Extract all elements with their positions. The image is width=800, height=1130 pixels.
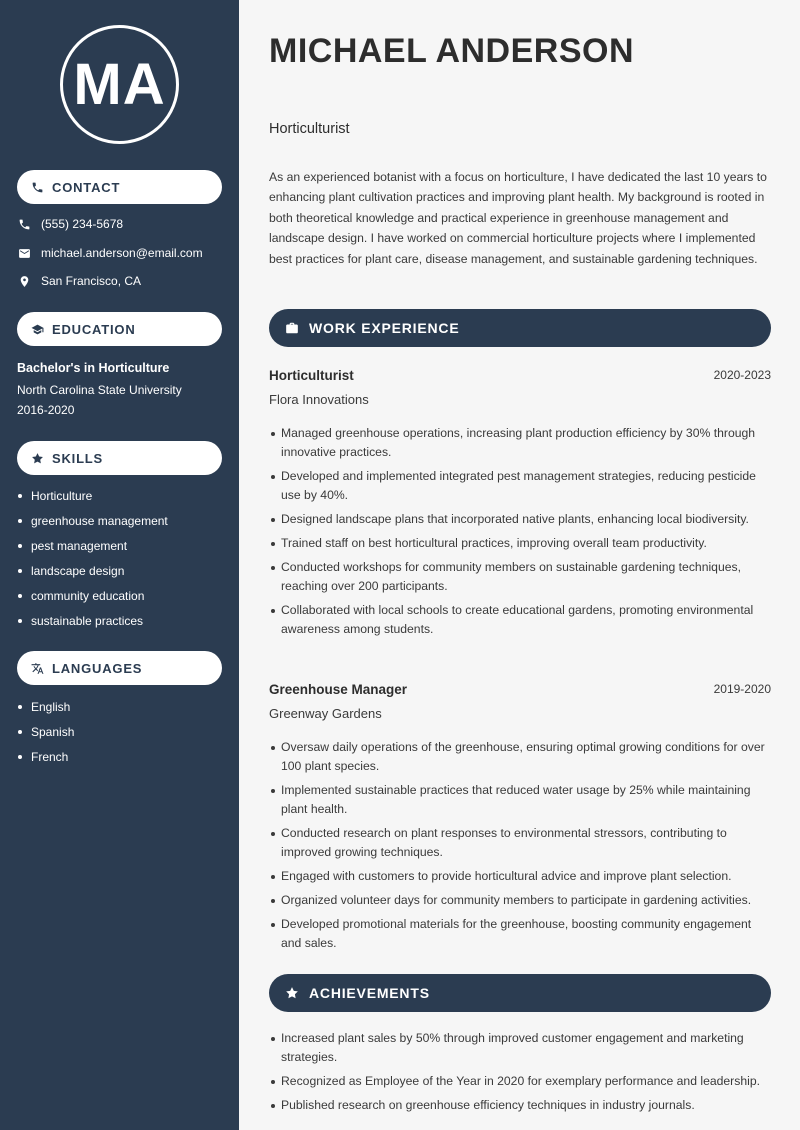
phone-icon — [31, 181, 44, 194]
language-item: French — [17, 744, 74, 769]
job-bullet: Conducted workshops for community members on sustainable gardening techniques, reaching over 200 participants. — [269, 558, 769, 596]
candidate-name: MICHAEL ANDERSON — [269, 32, 635, 70]
star-icon — [285, 986, 299, 1000]
job-bullets — [269, 424, 769, 644]
job-company: Greenway Gardens — [269, 706, 382, 721]
translate-icon — [31, 662, 44, 675]
contact-phone — [17, 217, 123, 231]
job-bullet: Conducted research on plant responses to environmental stressors, contributing to improved growing techniques. — [269, 824, 769, 862]
work-experience-heading — [269, 309, 771, 347]
achievement-item: Recognized as Employee of the Year in 2020 for exemplary performance and leadership. — [269, 1072, 769, 1091]
achievement-item: Increased plant sales by 50% through improved customer engagement and marketing strategies. — [269, 1029, 769, 1067]
skill-item: landscape design — [17, 558, 168, 583]
contact-heading-label: CONTACT — [52, 179, 121, 195]
contact-phone-value: (555) 234-5678 — [41, 217, 124, 231]
briefcase-icon — [285, 321, 299, 335]
skills-heading — [17, 441, 222, 475]
skill-item: sustainable practices — [17, 608, 168, 633]
job-bullet: Developed promotional materials for the greenhouse, boosting community engagement and sales. — [269, 915, 769, 953]
language-item: Spanish — [17, 719, 74, 744]
email-icon — [17, 246, 31, 260]
skills-heading-label: SKILLS — [52, 450, 104, 466]
star-icon — [31, 452, 44, 465]
achievements-heading — [269, 974, 771, 1012]
job-bullets — [269, 738, 769, 958]
job-bullet: Implemented sustainable practices that reduced water usage by 25% while maintaining plant health. — [269, 781, 769, 819]
location-pin-icon — [17, 274, 31, 288]
job-bullet: Collaborated with local schools to create educational gardens, promoting environmental awareness among students. — [269, 601, 769, 639]
profile-summary: As an experienced botanist with a focus on horticulture, I have dedicated the last 10 years to enhancing plant cultivation practices and improving plant health. My background is rooted in both theoretical knowledge and practical experience in greenhouse management and landscape design. I have worked on commercial horticulture projects where I implemented best practices for plant care, disease management, and sustainable gardening techniques. — [269, 170, 767, 266]
job-role: Horticulturist — [269, 368, 354, 383]
job-role: Greenhouse Manager — [269, 682, 408, 697]
skill-item: Horticulture — [17, 483, 168, 508]
contact-email-value: michael.anderson@email.com — [41, 246, 203, 260]
education-heading — [17, 312, 222, 346]
monogram-avatar: MA — [60, 25, 179, 144]
skill-item: pest management — [17, 533, 168, 558]
job-bullet: Engaged with customers to provide horticultural advice and improve plant selection. — [269, 867, 769, 886]
contact-location — [17, 274, 141, 288]
achievement-item: Published research on greenhouse efficiency techniques in industry journals. — [269, 1096, 769, 1115]
job-bullet: Managed greenhouse operations, increasing plant production efficiency by 30% through innovative practices. — [269, 424, 769, 462]
education-heading-label: EDUCATION — [52, 321, 136, 337]
education-years: 2016-2020 — [17, 403, 75, 417]
sidebar — [0, 0, 239, 1130]
graduation-cap-icon — [31, 323, 44, 336]
phone-icon — [17, 217, 31, 231]
work-experience-heading-label: WORK EXPERIENCE — [309, 320, 460, 336]
job-bullet: Designed landscape plans that incorporated native plants, enhancing local biodiversity. — [269, 510, 769, 529]
job-dates: 2019-2020 — [713, 682, 771, 696]
skill-item: greenhouse management — [17, 508, 168, 533]
contact-location-value: San Francisco, CA — [41, 274, 142, 288]
languages-heading — [17, 651, 222, 685]
education-school: North Carolina State University — [17, 383, 182, 397]
contact-email — [17, 246, 203, 260]
achievements-list — [269, 1029, 769, 1120]
skill-item: community education — [17, 583, 168, 608]
job-bullet: Oversaw daily operations of the greenhouse, ensuring optimal growing conditions for over 100 plant species. — [269, 738, 769, 776]
main-content — [239, 0, 800, 1130]
skills-list — [17, 483, 168, 633]
candidate-title: Horticulturist — [269, 121, 350, 137]
job-bullet: Organized volunteer days for community members to participate in gardening activities. — [269, 891, 769, 910]
achievements-heading-label: ACHIEVEMENTS — [309, 985, 430, 1001]
job-bullet: Developed and implemented integrated pest management strategies, reducing pesticide use by 40%. — [269, 467, 769, 505]
language-item: English — [17, 694, 74, 719]
languages-list — [17, 694, 74, 769]
education-degree: Bachelor's in Horticulture — [17, 361, 170, 375]
job-company: Flora Innovations — [269, 392, 369, 407]
job-dates: 2020-2023 — [713, 368, 771, 382]
job-bullet: Trained staff on best horticultural practices, improving overall team productivity. — [269, 534, 769, 553]
contact-heading — [17, 170, 222, 204]
languages-heading-label: LANGUAGES — [52, 660, 143, 676]
